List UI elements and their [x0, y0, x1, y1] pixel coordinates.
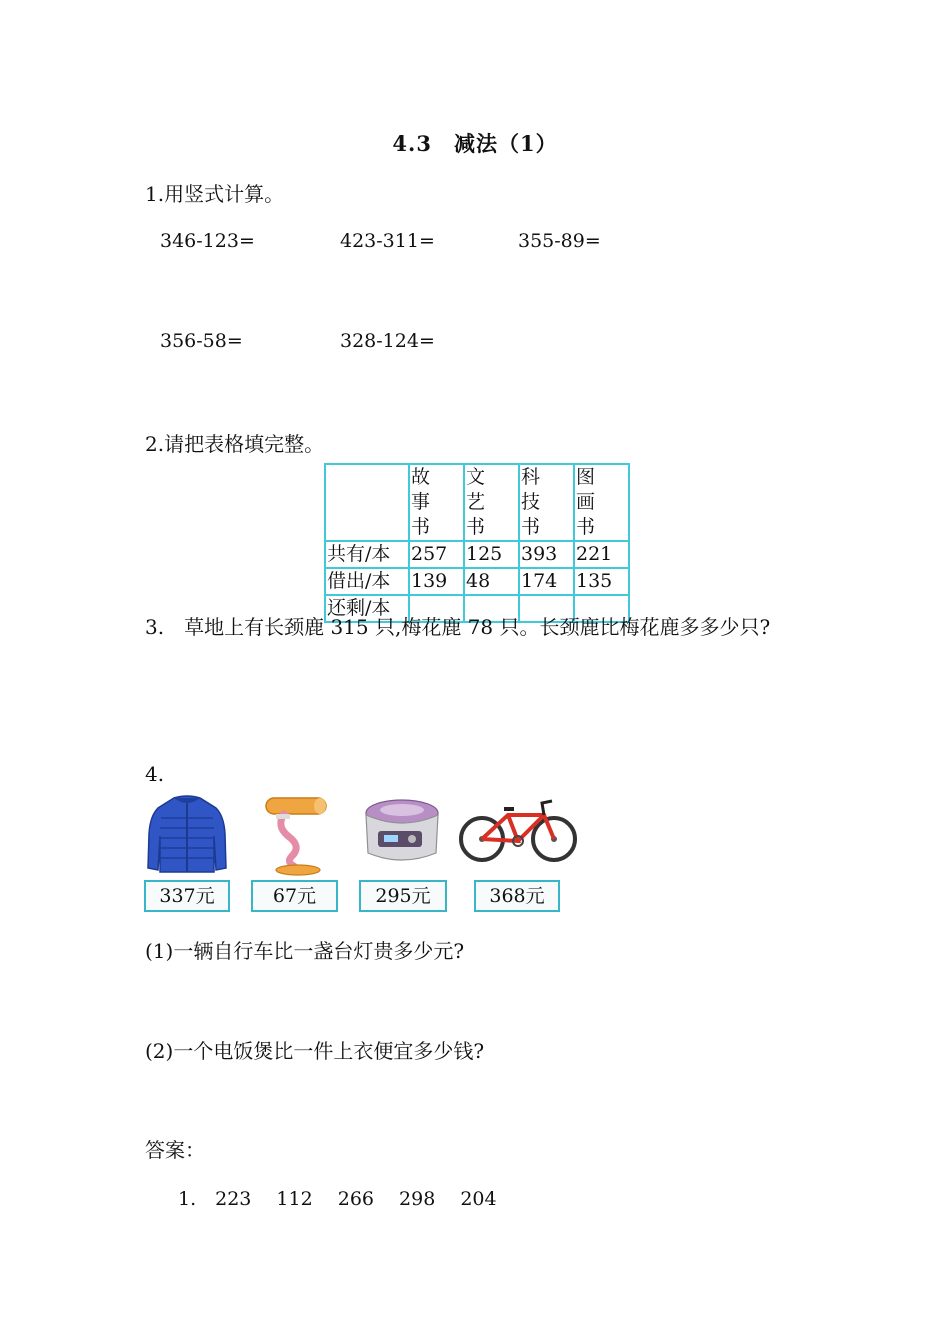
- page-title: 4.3 减法（1）: [392, 131, 558, 156]
- table-cell: 174: [519, 568, 574, 595]
- table-row: [325, 568, 629, 595]
- price-tag-jacket: 337元: [144, 880, 230, 912]
- row-label: 借出/本: [325, 568, 409, 595]
- table-cell: 139: [409, 568, 464, 595]
- table-cell: 135: [574, 568, 629, 595]
- price-tag-rice-cooker: 295元: [359, 880, 447, 912]
- row-label: 还剩/本: [325, 595, 409, 622]
- table-cell: 125: [464, 541, 519, 568]
- table-row: [325, 541, 629, 568]
- expression-2: 423-311=: [340, 230, 435, 252]
- answer-line-1: 1. 223 112 266 298 204: [178, 1188, 497, 1210]
- row-label: 共有/本: [325, 541, 409, 568]
- table-cell: 393: [519, 541, 574, 568]
- expression-5: 328-124=: [340, 330, 435, 352]
- table-header-cell: 科 技 书: [519, 464, 574, 541]
- table-header-row: [325, 464, 629, 541]
- price-tag-bicycle: 368元: [474, 880, 560, 912]
- question-4-prompt: 4.: [145, 762, 165, 786]
- table-cell: 221: [574, 541, 629, 568]
- expression-4: 356-58=: [160, 330, 243, 352]
- expression-1: 346-123=: [160, 230, 255, 252]
- table-header-cell: 图 画 书: [574, 464, 629, 541]
- table-cell: 257: [409, 541, 464, 568]
- question-4-sub-1: (1)一辆自行车比一盏台灯贵多少元?: [145, 939, 465, 963]
- rice-cooker-icon: [362, 797, 442, 865]
- table-header-cell: 文 艺 书: [464, 464, 519, 541]
- bicycle-icon: [458, 795, 578, 865]
- table-corner-cell: [325, 464, 409, 541]
- expression-3: 355-89=: [518, 230, 601, 252]
- question-2-prompt: 2.请把表格填完整。: [145, 432, 325, 456]
- question-1-prompt: 1.用竖式计算。: [145, 182, 285, 206]
- table-header-cell: 故 事 书: [409, 464, 464, 541]
- table-cell: 48: [464, 568, 519, 595]
- question-4-sub-2: (2)一个电饭煲比一件上衣便宜多少钱?: [145, 1039, 485, 1063]
- books-table: [324, 463, 630, 623]
- answer-label: 答案：: [145, 1138, 205, 1162]
- desk-lamp-icon: [262, 796, 328, 876]
- jacket-icon: [146, 794, 228, 876]
- question-3-prompt: 3. 草地上有长颈鹿 315 只,梅花鹿 78 只。长颈鹿比梅花鹿多多少只?: [145, 615, 771, 639]
- price-tag-lamp: 67元: [251, 880, 338, 912]
